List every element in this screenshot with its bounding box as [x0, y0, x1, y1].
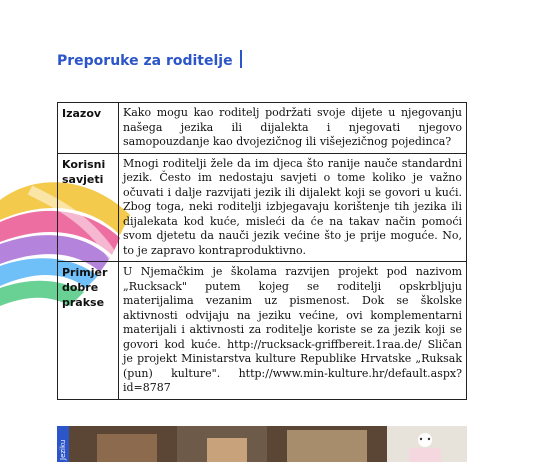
row-label: Izazov	[58, 103, 119, 154]
row-text: Kako mogu kao roditelj podržati svoje dijete u njegovanju našega jezika ili dijalekta i njegovati njegovo samopouzdanje kao dvojezičnog ili višejezičnog pojedinca?	[119, 103, 467, 154]
row-text: Mnogi roditelji žele da im djeca što ranije nauče standardni jezik. Često im nedostaju savjeti o tome koliko je važno očuvati i dalje razvijati jezik ili dijalekt koji se govori u kući. Zbog toga, neki roditelji izbjegavaju korištenje tih jezika ili dijalekata kod kuće, misleći da će na takav način pomoći svom djetetu da nauči jezik većine što je prije moguće. No, to je zapravo kontraproduktivno.	[119, 153, 467, 262]
photo-scene	[57, 426, 467, 462]
heading-cursor-bar	[240, 50, 242, 68]
table-row-good-practice	[58, 262, 467, 400]
row-label: Primjer dobre prakse	[58, 262, 119, 400]
row-label: Korisni savjeti	[58, 153, 119, 262]
tips-table	[57, 102, 467, 400]
table-row-useful-tips	[58, 153, 467, 262]
section-heading	[57, 50, 242, 69]
row-text: U Njemačkim je školama razvijen projekt pod nazivom „Rucksack" putem kojeg se roditelji opskrbljuju materijalima vezanim uz pismenost. Dok se školske aktivnosti odvijaju na jeziku većine, ovi komplementarni materijali i aktivnosti za roditelje koriste se za jezik koji se govori kod kuće. http://rucksack-griffbereit.1raa.de/ Sličan je projekt Ministarstva kulture Republike Hrvatske „Ruksak (pun) kulture". http://www.min-kulture.hr/default.aspx?id=8787	[119, 262, 467, 400]
table-row-challenge	[58, 103, 467, 154]
heading-text: Preporuke za roditelje	[57, 53, 233, 69]
classroom-photo	[57, 426, 467, 462]
side-tab-label: Jeziku	[59, 439, 67, 460]
